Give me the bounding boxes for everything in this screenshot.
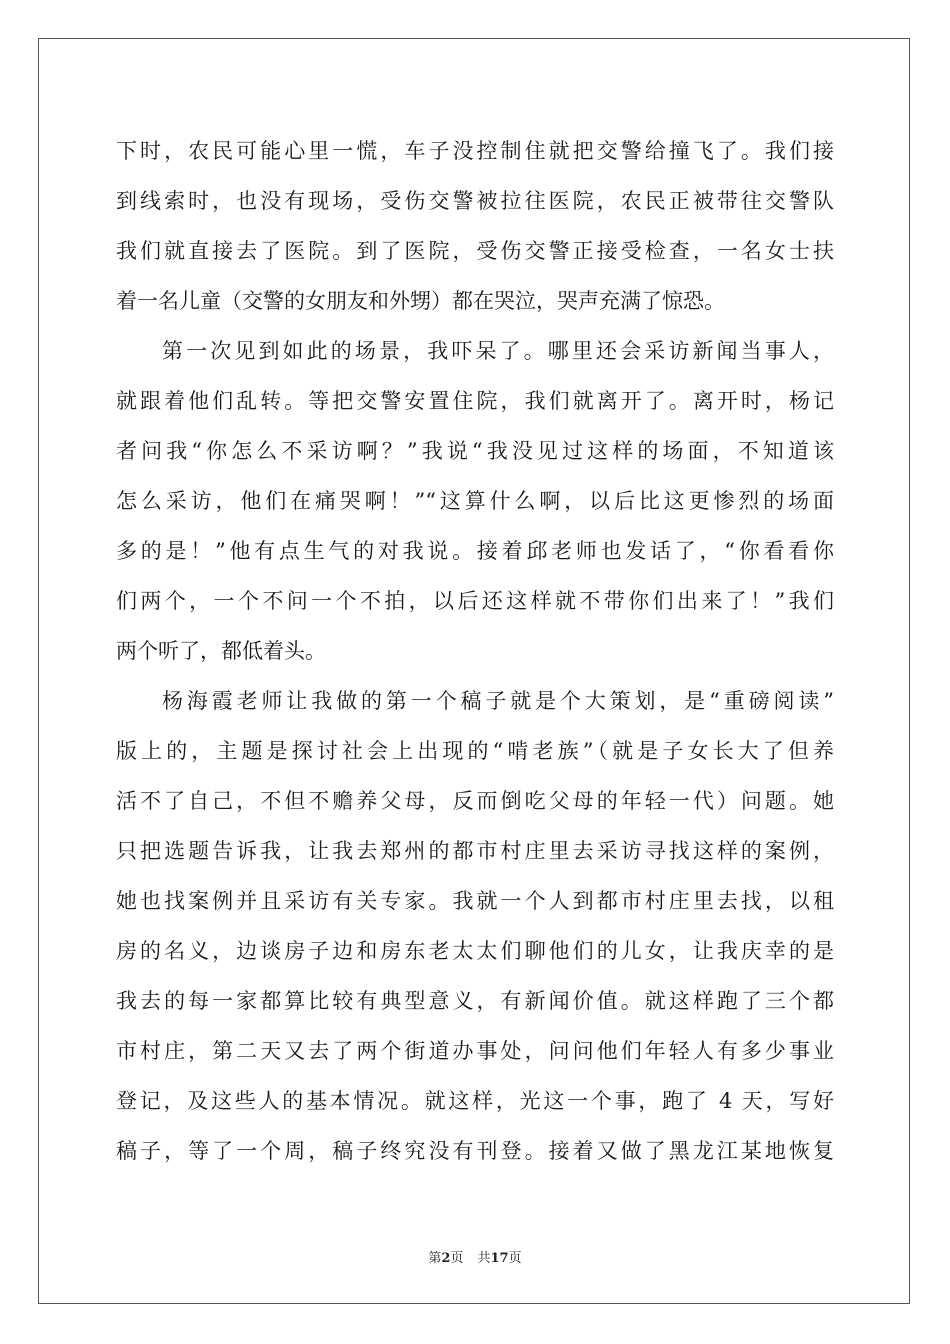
text-line: 到线索时，也没有现场，受伤交警被拉往医院，农民正被带往交警队 [116, 189, 834, 213]
page-suffix: 页 [450, 1251, 464, 1266]
total-pages: 17 [490, 1251, 509, 1266]
text-line: 只把选题告诉我，让我去郑州的都市村庄里去采访寻找这样的案例， [116, 839, 834, 863]
text-line: 市村庄，第二天又去了两个街道办事处，问问他们年轻人有多少事业 [116, 1039, 834, 1063]
text-line: 活不了自己，不但不赡养父母，反而倒吃父母的年轻一代）问题。她 [116, 789, 834, 813]
paragraph-first-line: 第一次见到如此的场景，我吓呆了。哪里还会采访新闻当事人， [162, 339, 834, 363]
text-line: 房的名义，边谈房子边和房东老太太们聊他们的儿女，让我庆幸的是 [116, 939, 834, 963]
text-line: 两个听了，都低着头。 [116, 639, 326, 663]
text-line: 怎么采访，他们在痛哭啊！”“这算什么啊，以后比这更惨烈的场面 [116, 489, 834, 513]
text-line: 们两个，一个不问一个不拍，以后还这样就不带你们出来了！”我们 [116, 589, 834, 613]
text-line: 稿子，等了一个周，稿子终究没有刊登。接着又做了黑龙江某地恢复 [116, 1139, 834, 1163]
text-line: 着一名儿童（交警的女朋友和外甥）都在哭泣，哭声充满了惊恐。 [116, 289, 725, 313]
text-line: 版上的，主题是探讨社会上出现的“啃老族”（就是子女长大了但养 [116, 739, 834, 763]
text-line: 她也找案例并且采访有关专家。我就一个人到都市村庄里去找，以租 [116, 889, 834, 913]
page-footer [0, 1247, 950, 1266]
body-text [116, 126, 834, 1176]
total-prefix: 共 [477, 1251, 491, 1266]
page-number: 2 [441, 1251, 451, 1266]
text-line: 我们就直接去了医院。到了医院，受伤交警正接受检查，一名女士扶 [116, 239, 834, 263]
text-line: 多的是！”他有点生气的对我说。接着邱老师也发话了，“你看看你 [116, 539, 834, 563]
total-suffix: 页 [508, 1251, 522, 1266]
text-line: 登记，及这些人的基本情况。就这样，光这一个事，跑了 4 天，写好 [116, 1089, 834, 1113]
text-line: 就跟着他们乱转。等把交警安置住院，我们就离开了。离开时，杨记 [116, 389, 834, 413]
page-prefix: 第 [428, 1251, 442, 1266]
text-line: 我去的每一家都算比较有典型意义，有新闻价值。就这样跑了三个都 [116, 989, 834, 1013]
paragraph-first-line: 杨海霞老师让我做的第一个稿子就是个大策划，是“重磅阅读” [162, 689, 834, 713]
text-line: 下时，农民可能心里一慌，车子没控制住就把交警给撞飞了。我们接 [116, 139, 834, 163]
text-line: 者问我“你怎么不采访啊？”我说“我没见过这样的场面，不知道该 [116, 439, 834, 463]
